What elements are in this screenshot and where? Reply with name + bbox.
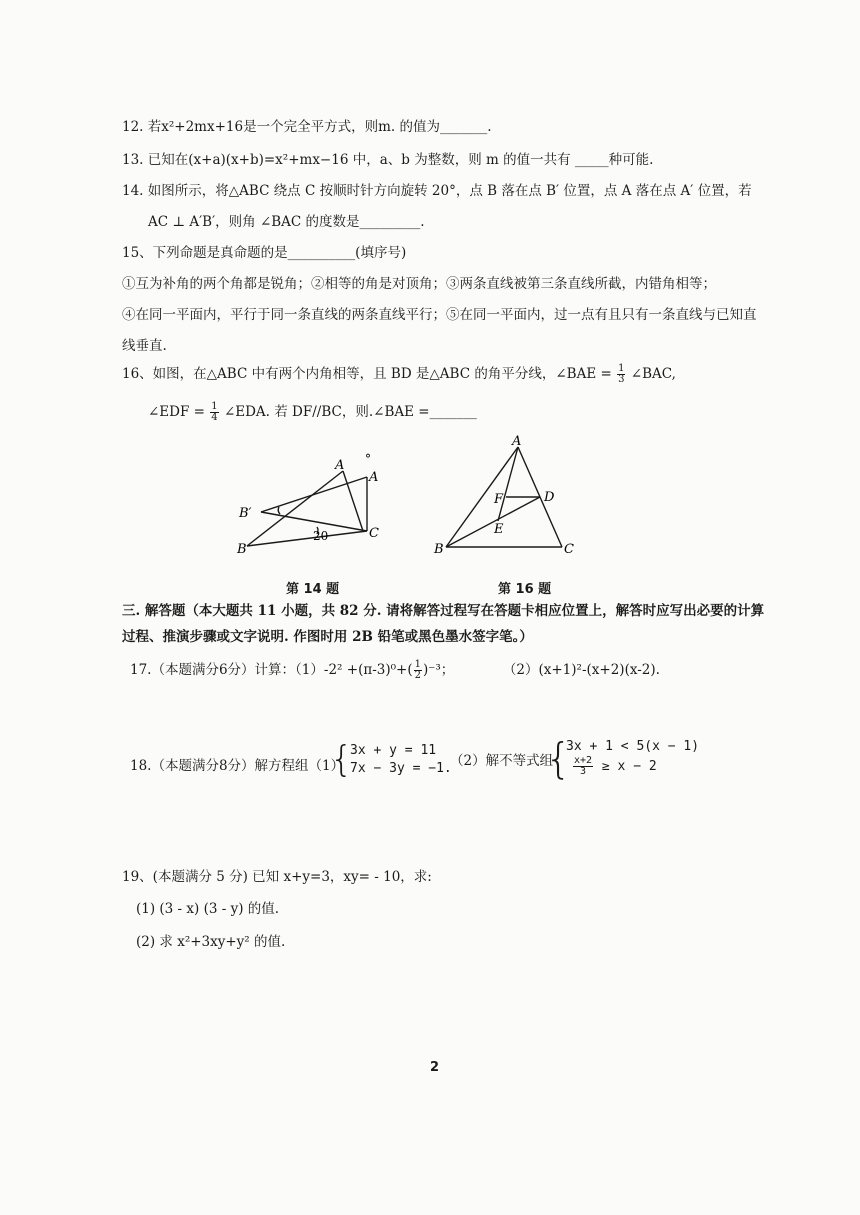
label-b: B: [237, 542, 247, 557]
label-e: E: [494, 522, 504, 537]
q15-line4: 线垂直.: [122, 338, 167, 354]
q17: [130, 660, 660, 681]
label-d: D: [544, 490, 555, 505]
seg-b-c: [247, 531, 367, 546]
brace-system-2: {: [545, 734, 572, 783]
q16-line1: [122, 364, 676, 385]
label-angle-20: 20: [313, 529, 329, 543]
q16-text-c: ∠EDF =: [148, 404, 205, 420]
q16-text-d: ∠EDA. 若 DF//BC，则.∠BAE =_______: [223, 404, 477, 420]
q19-line3: (2) 求 x²+3xy+y² 的值.: [136, 934, 286, 950]
angle-arc-2: [278, 507, 280, 514]
fraction-numerator: 1: [414, 659, 421, 670]
fraction-numerator: x+2: [574, 755, 593, 766]
fraction-numerator: 1: [618, 363, 625, 374]
q17-text-a: 17.（本题满分6分）计算：（1）-2² +(π-3)⁰+(: [130, 662, 413, 678]
fraction-denominator: 2: [414, 670, 421, 681]
fraction-denominator: 4: [211, 412, 218, 423]
q17-text-b: )⁻³；: [423, 662, 455, 678]
label-a: A: [335, 458, 345, 473]
label-b-prime: B′: [239, 506, 252, 521]
q17-text-c: （2）(x+1)²-(x+2)(x-2).: [502, 662, 660, 678]
q16-text-b: ∠BAC,: [630, 366, 676, 382]
brace-system-1: {: [330, 739, 353, 780]
caption-figure-14: 第 14 题: [286, 582, 340, 597]
q18-text-a: 18.（本题满分8分）解方程组（1）: [130, 758, 345, 774]
label-b: B: [434, 542, 444, 557]
q18-ineq2: [572, 756, 657, 777]
q18-text-b: （2）解不等式组: [450, 753, 554, 769]
section-3-line1: 三. 解答题（本大题共 11 小题，共 82 分. 请将解答过程写在答题卡相应位置上，解答时应写出必要的计算: [122, 603, 765, 619]
q16-text-a: 16、如图，在△ABC 中有两个内角相等，且 BD 是△ABC 的角平分线，∠BAE =: [122, 366, 612, 382]
figure-16: [430, 435, 590, 560]
label-a-prime: A: [369, 470, 379, 485]
fraction-x-plus-2-over-3: [573, 756, 593, 777]
fraction-one-third: [617, 364, 625, 385]
q12: 12. 若x²+2mx+16是一个完全平方式，则m. 的值为_______.: [122, 119, 492, 135]
label-a: A: [512, 435, 522, 449]
q18-eq1: 3x + y = 11: [350, 743, 437, 758]
q18-eq2: 7x − 3y = −1.: [350, 761, 452, 776]
label-f: F: [494, 492, 504, 507]
fraction-denominator: 3: [618, 374, 625, 385]
label-degree: °: [365, 452, 371, 466]
q14-line1: 14. 如图所示，将△ABC 绕点 C 按顺时针方向旋转 20°，点 B 落在点 B′ 位置，点 A 落在点 A′ 位置，若: [122, 183, 752, 199]
q15-line1: 15、下列命题是真命题的是__________(填序号): [122, 245, 407, 261]
q14-line2: AC ⊥ A′B′，则角 ∠BAC 的度数是_________.: [148, 214, 425, 230]
section-3-line2: 过程、推演步骤或文字说明. 作图时用 2B 铅笔或黑色墨水签字笔。）: [122, 629, 533, 645]
q16-line2: [148, 402, 477, 423]
seg-b-a: [247, 471, 343, 546]
q15-line2: ①互为补角的两个角都是锐角；②相等的角是对顶角；③两条直线被第三条直线所截，内错角相等；: [122, 276, 716, 292]
seg-b-d: [446, 497, 540, 547]
q18-ineq1: 3x + 1 < 5(x − 1): [566, 739, 700, 754]
q18-ineq2-rest: ≥ x − 2: [601, 759, 657, 774]
label-c: C: [564, 542, 574, 557]
fraction-numerator: 1: [211, 401, 218, 412]
caption-figure-16: 第 16 题: [498, 582, 552, 597]
q15-line3: ④在同一平面内，平行于同一条直线的两条直线平行；⑤在同一平面内，过一点有且只有一条直线与已知直: [122, 307, 757, 323]
fraction-one-quarter: [210, 402, 218, 423]
q13: 13. 已知在(x+a)(x+b)=x²+mx−16 中，a、b 为整数，则 m 的值一共有 _____种可能.: [122, 152, 654, 168]
fraction-one-half: [414, 660, 422, 681]
q19-line2: (1) (3 - x) (3 - y) 的值.: [136, 901, 280, 917]
label-c: C: [369, 526, 379, 541]
figure-14: [225, 445, 400, 565]
q19-line1: 19、(本题满分 5 分) 已知 x+y=3，xy= - 10，求:: [122, 869, 432, 885]
page-number: 2: [430, 1060, 440, 1075]
fraction-denominator: 3: [580, 766, 587, 777]
